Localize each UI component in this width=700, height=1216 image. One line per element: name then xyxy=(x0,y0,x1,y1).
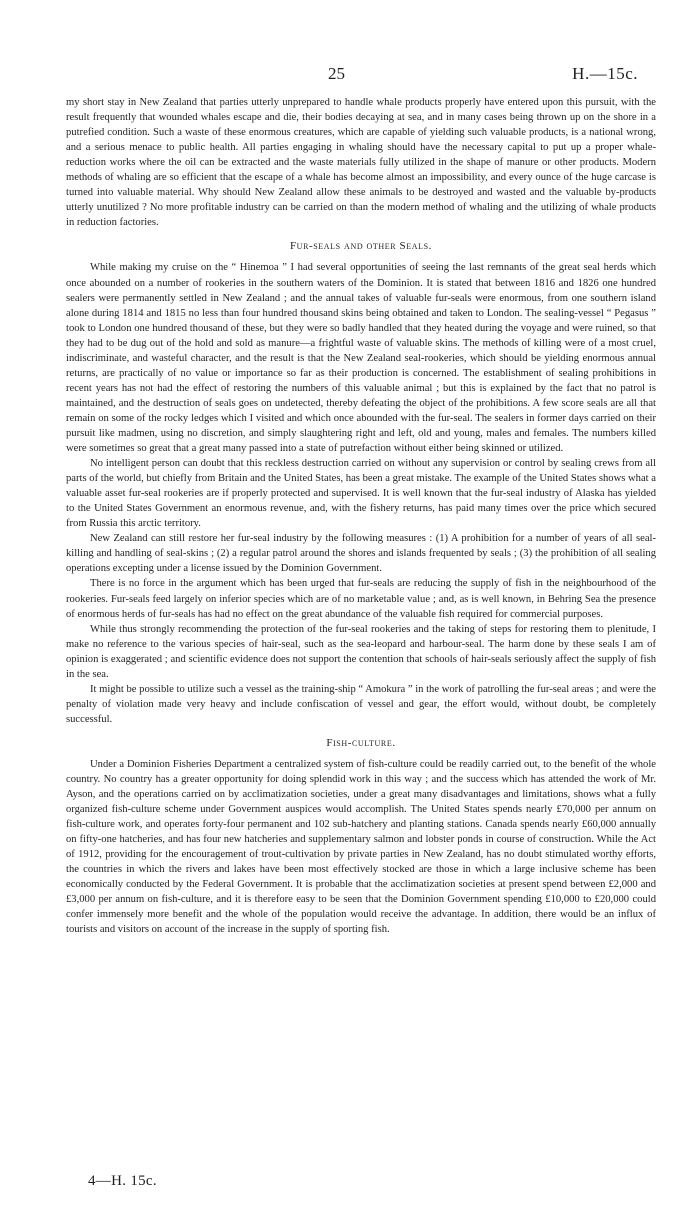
paragraph: Under a Dominion Fisheries Department a centralized system of fish-culture could be readily carried out, to the benefit of the whole country. No country has a greater opportunity for doing splendid work in this way ; and the success which has attended the work of Mr. Ayson, and the operations carried on by acclimatization societies, under a great many disadvantages and limitations, shows what a fully organized fish-culture scheme under Government auspices would accomplish. The United States spends nearly £70,000 per annum on fish-culture work, and operates forty-four permanent and 102 sub-hatchery and planting stations. Canada spends nearly £60,000 annually on fifty-one hatcheries, and has four new hatcheries and supplementary salmon and lobster ponds in course of construction. While the Act of 1912, providing for the encouragement of trout-cultivation by private parties in New Zealand, has no doubt stimulated worthy efforts, the countries in which the rivers and lakes have been most effectively stocked are those in which a large inclusive scheme has been economically conducted by the Federal Government. It is probable that the acclimatization societies at present spend between £2,000 and £3,000 per annum on fish-culture, and it is therefore easy to be seen that the Dominion Government spending £10,000 to £20,000 could confer immensely more benefit and the whole of the population would receive the advantage. In addition, there would be an influx of tourists and visitors on account of the increase in the supply of sporting fish. xyxy=(66,758,656,936)
paragraph: While thus strongly recommending the protection of the fur-seal rookeries and the taking of steps for restoring them to plenitude, I make no reference to the various species of hair-seal, such as the sea-leopard and harbour-seal. The harm done by these seals I am of opinion is exaggerated ; and scientific evidence does not support the contention that schools of hair-seals seriously affect the supply of fish in the sea. xyxy=(66,623,656,680)
paragraph-whaling-continued: my short stay in New Zealand that parties utterly unprepared to handle whale products properly have entered upon this pursuit, with the result frequently that wounded whales escape and die, their bodies decaying at sea, and in many cases being thrown up on the shore in a putrefied condition. Such a waste of these enormous creatures, which are capable of yielding such valuable products, is a national wrong, and a serious menace to public health. All parties engaging in whaling should have the necessary capital to put up a proper whale-reduction works where the oil can be extracted and the waste materials fully utilized in the shape of manure or other products. Modern methods of whaling are so efficient that the escape of a whale has become almost an impossibility, and every ounce of the huge carcase is turned into valuable material. Why should New Zealand allow these animals to be destroyed and wasted and the valuable by-products utterly unutilized ? No more profitable industry can be carried on than the modern method of whaling and the utilizing of whale products in reduction factories. xyxy=(66,97,656,229)
paragraph: New Zealand can still restore her fur-seal industry by the following measures : (1) A prohibition for a number of years of all seal-killing and handling of seal-skins ; (2) a regular patrol around the shores and islands frequented by seals ; (3) the prohibition of all sealing operations excepting under a license issued by the Dominion Government. xyxy=(66,533,656,575)
page-header xyxy=(0,64,700,86)
section-heading-fur-seals: Fur-seals and other Seals. xyxy=(289,240,433,253)
paragraph: While making my cruise on the “ Hinemoa ” I had several opportunities of seeing the last remnants of the great seal herds which once abounded on a number of rookeries in the southern waters of the Dominion. It is stated that between 1816 and 1826 one hundred sealers were permanently settled in New Zealand ; and the annual takes of valuable fur-seals were enormous, from one southern island alone during 1814 and 1815 no less than four hundred thousand skins being obtained and taken to London. The sealing-vessel “ Pegasus ” took to London one hundred thousand of these, but they were so badly handled that they heated during the voyage and were ruined, so that they had to be dug out of the hold and sold as manure—a frightful waste of valuable skins. The methods of killing were of a most cruel, indiscriminate, and wasteful character, and the result is that the New Zealand seal-rookeries, which should be yielding enormous annual returns, are practically of no value or importance so far as their production is concerned. The establishment of sealing prohibitions in recent years has not had the effect of restoring the numbers of this valuable animal ; but this is explained by the fact that no patrol is maintained, and the destruction of seals goes on undetected, thereby defeating the object of the prohibitions. A few score seals are all that remain on some of the rocky ledges which I visited and which once abounded with the fur-seal. The sealers in former days carried on their pursuit like madmen, using no discretion, and simply slaughtering right and left, old and young, males and females. The numbers killed were sometimes so great that a great many passed into a state of putrefaction without either being skinned or utilized. xyxy=(66,262,656,455)
paragraph: It might be possible to utilize such a vessel as the training-ship “ Amokura ” in the work of patrolling the fur-seal areas ; and were the penalty of violation made very heavy and include confiscation of vessel and gear, the effort would, without doubt, be completely successful. xyxy=(66,683,656,725)
paragraph: No intelligent person can doubt that this reckless destruction carried on without any supervision or control by sealing crews from all parts of the world, but chiefly from Britain and the United States, has been a great mistake. The example of the United States shows what a valuable asset fur-seal rookeries are if properly protected and supervised. It is well known that the fur-seal industry of Alaska has yielded to the United States Government an enormous revenue, and, with the fishery returns, has paid many times over the price which secured from Russia this arctic territory. xyxy=(66,458,656,530)
footer-reference: 4—H. 15c. xyxy=(88,1173,157,1189)
page-body xyxy=(66,95,656,938)
paragraph: There is no force in the argument which has been urged that fur-seals are reducing the supply of fish in the neighbourhood of the rookeries. Fur-seals feed largely on inferior species which are of no marketable value ; and, as is well known, in Behring Sea the presence of enormous herds of fur-seals has had no effect on the great abundance of the valuable fish required for commercial purposes. xyxy=(66,578,656,620)
document-reference: H.—15c. xyxy=(572,64,638,83)
section-heading-fish-culture: Fish-culture. xyxy=(326,736,396,749)
page-number: 25 xyxy=(328,64,345,83)
